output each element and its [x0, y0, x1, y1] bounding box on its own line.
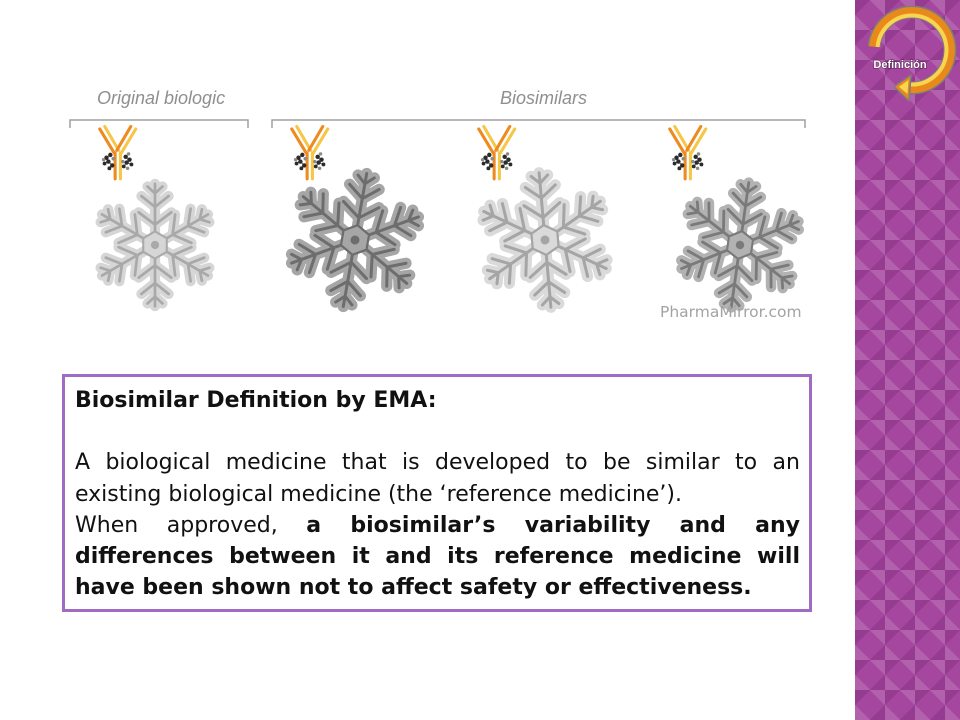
- biosimilars-illustration: [60, 75, 815, 325]
- nav-button-definicion[interactable]: [858, 0, 960, 110]
- label-biosimilars: Biosimilars: [500, 88, 588, 108]
- definition-paragraph-2-lead: When approved,: [75, 512, 307, 538]
- label-original-biologic: Original biologic: [97, 88, 226, 108]
- snowflake-biosimilar-3: [669, 174, 811, 316]
- definition-title: Biosimilar Definition by EMA:: [75, 388, 437, 413]
- antibody-icon-biosimilar-2: [479, 126, 515, 178]
- definition-paragraph-2-bold: a biosimilar’s variability and any differences between it and its reference medicine will have been shown not to affect safety or effectiveness.: [75, 512, 801, 601]
- nav-button-label[interactable]: Definición: [873, 59, 927, 71]
- bracket-biosimilars: [272, 120, 805, 128]
- antibody-icon-biosimilar-1: [292, 126, 328, 178]
- watermark: PharmaMirror.com: [660, 303, 802, 321]
- definition-paragraph-2: [75, 510, 800, 604]
- snowflake-original: [94, 184, 216, 306]
- bracket-original: [70, 120, 248, 128]
- snowflake-biosimilar-1: [277, 162, 433, 318]
- antibody-icon-original: [100, 126, 136, 178]
- definition-paragraph-1: A biological medicine that is developed to be similar to an existing biological medicine (the ‘reference medicine’).: [75, 450, 800, 507]
- definition-box: [62, 374, 812, 612]
- circular-arrow-icon[interactable]: [874, 12, 950, 101]
- snowflake-biosimilar-2: [472, 167, 618, 313]
- antibody-icon-biosimilar-3: [670, 126, 706, 178]
